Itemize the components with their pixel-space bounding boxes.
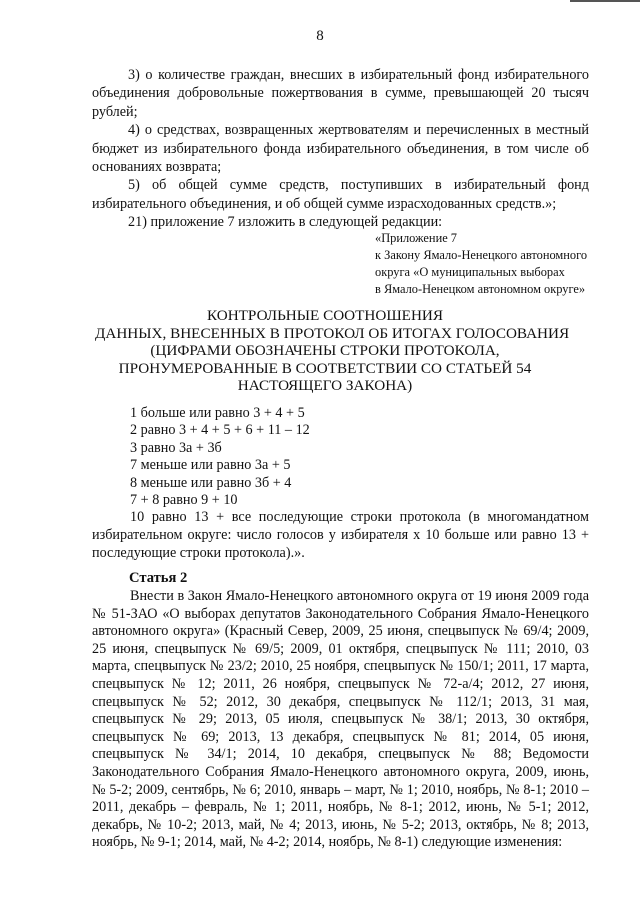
list-item-21: 21) приложение 7 изложить в следующей редакции: [128,214,443,231]
appendix-ref-line: округа «О муниципальных выборах [375,265,565,279]
section-heading [95,307,570,395]
scan-edge-mark [570,0,640,2]
ratio-line: 8 меньше или равно 3б + 4 [130,474,292,491]
page-number: 8 [316,28,324,44]
appendix-ref-line: «Приложение 7 [375,231,457,245]
ratios-list [130,405,310,509]
heading-line: ДАННЫХ, ВНЕСЕННЫХ В ПРОТОКОЛ ОБ ИТОГАХ ГОЛОСОВАНИЯ [95,324,570,342]
ratio-line: 2 равно 3 + 4 + 5 + 6 + 11 – 12 [130,422,310,439]
list-item-5: 5) об общей сумме средств, поступивших в избирательный фонд избирательного объединения, и об общей сумме израсходованных средств.»; [92,177,589,212]
ratio-line: 7 + 8 равно 9 + 10 [130,492,238,509]
appendix-ref-line: к Закону Ямало-Ненецкого автономного [375,248,588,262]
list-item-3: 3) о количестве граждан, внесших в избирательный фонд избирательного объединения добровольные пожертвования в сумме, превышающей 20 тысяч рублей; [92,67,589,120]
article-paragraph: Внести в Закон Ямало-Ненецкого автономного округа от 19 июня 2009 года № 51-ЗАО «О выборах депутатов Законодательного Собрания Ямало-Ненецкого автономного округа» (Красный Север, 2009, 25 июня, спецвыпуск № 69/4; 2009, 25 июня, спецвыпуск № 69/5; 2009, 01 октября, спецвыпуск № 111; 2010, 03 марта, спецвыпуск № 23/2; 2010, 25 ноября, спецвыпуск № 150/1; 2011, 17 марта, спецвыпуск № 12; 2011, 26 ноября, спецвыпуск № 72-а/4; 2012, 27 июня, спецвыпуск № 52; 2012, 30 декабря, спецвыпуск № 112/1; 2013, 31 мая, спецвыпуск № 29; 2013, 05 июля, спецвыпуск № 38/1; 2013, 30 октября, спецвыпуск № 69; 2013, 13 декабря, спецвыпуск № 81; 2014, 05 июня, спецвыпуск № 34/1; 2014, 10 декабря, спецвыпуск № 88; Ведомости Законодательного Собрания Ямало-Ненецкого автономного округа, 2009, июнь, № 5-2; 2009, сентябрь, № 6; 2010, январь – март, № 1; 2010, ноябрь, № 8-1; 2010 – 2011, декабрь – февраль, № 1; 2011, ноябрь, № 8-1; 2012, июнь, № 5-1; 2012, декабрь, № 10-2; 2013, май, № 4; 2013, июнь, № 5-2; 2013, октябрь, № 8; 2013, ноябрь, № 9-1; 2014, май, № 4-2; 2014, ноябрь, № 8-1) следующие изменения: [92,588,589,851]
appendix-ref-line: в Ямало-Ненецком автономном округе» [375,282,586,296]
heading-line: ПРОНУМЕРОВАННЫЕ В СООТВЕТСТВИИ СО СТАТЬЕЙ 54 [118,359,532,377]
ratio-last-text: 10 равно 13 + все последующие строки протокола (в многомандатном избирательном округе: число голосов у избирателя х 10 больше или равно 13 + последующие строки протокола).». [92,509,589,561]
ratio-line: 3 равно 3а + 3б [130,439,222,456]
heading-line: (ЦИФРАМИ ОБОЗНАЧЕНЫ СТРОКИ ПРОТОКОЛА, [150,342,500,360]
ratio-last-paragraph [92,509,589,562]
list-block [92,66,589,232]
heading-line: НАСТОЯЩЕГО ЗАКОНА) [237,377,413,395]
ratio-line: 1 больше или равно 3 + 4 + 5 [130,405,305,421]
article-title: Статья 2 [129,570,188,586]
ratio-line: 7 меньше или равно 3а + 5 [130,457,291,474]
list-item-4: 4) о средствах, возвращенных жертвователям и перечисленных в местный бюджет из избирательного фонда избирательного объединения, в том числе об основаниях возврата; [92,122,589,176]
heading-line: КОНТРОЛЬНЫЕ СООТНОШЕНИЯ [206,307,444,324]
appendix-reference [375,230,587,298]
article-body [92,588,589,852]
